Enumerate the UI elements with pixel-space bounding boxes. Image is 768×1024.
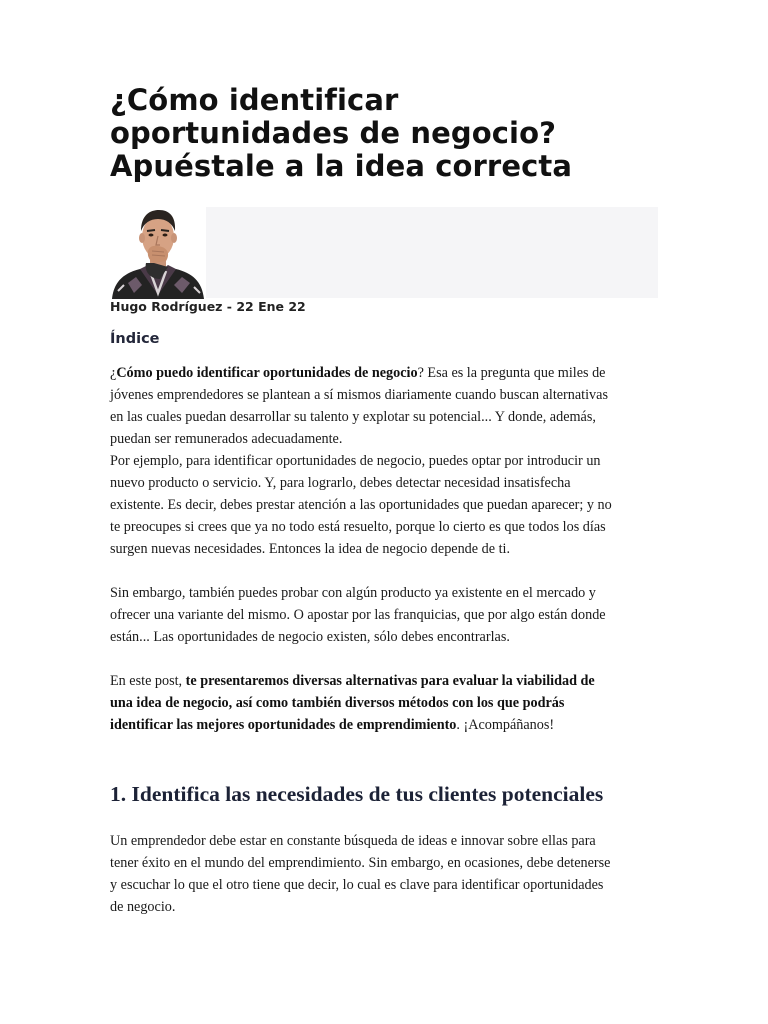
bold-text: te presentaremos diversas alternativas para evaluar la viabilidad de <box>185 673 595 689</box>
article-title <box>110 84 658 183</box>
text-run: ¿ <box>110 365 117 381</box>
text-line: de negocio. <box>110 899 176 915</box>
text-line: Un emprendedor debe estar en constante búsqueda de ideas e innovar sobre ellas para <box>110 833 596 849</box>
bold-text: identificar las mejores oportunidades de emprendimiento <box>110 717 457 733</box>
paragraph-post-summary <box>110 670 658 736</box>
paragraph-alternatives <box>110 582 658 648</box>
text-line: en las cuales puedan desarrollar su talento y explotar su potencial... Y donde, además, <box>110 409 596 425</box>
ad-placeholder <box>206 207 658 298</box>
paragraph-section-1 <box>110 830 658 918</box>
author-photo <box>110 207 206 299</box>
text-line <box>110 692 658 714</box>
text-line: están... Las oportunidades de negocio existen, sólo debes encontrarlas. <box>110 629 510 645</box>
text-run: . ¡Acompáñanos! <box>456 717 555 733</box>
author-portrait-icon <box>110 207 206 299</box>
text-line: ofrecer una variante del mismo. O apostar por las franquicias, que por algo están donde <box>110 607 606 623</box>
text-line: nuevo producto o servicio. Y, para lograrlo, debes detectar necesidad insatisfecha <box>110 475 571 491</box>
title-line: Apuéstale a la idea correcta <box>110 149 573 183</box>
title-line: oportunidades de negocio? <box>110 116 557 150</box>
article-byline: Hugo Rodríguez - 22 Ene 22 <box>110 299 306 314</box>
text-line: Por ejemplo, para identificar oportunidades de negocio, puedes optar por introducir un <box>110 453 601 469</box>
text-line: te preocupes si crees que ya no todo está resuelto, porque lo cierto es que todos los días <box>110 519 606 535</box>
section-heading: 1. Identifica las necesidades de tus clientes potenciales <box>110 782 604 806</box>
table-of-contents-label[interactable]: Índice <box>110 331 160 347</box>
text-line: surgen nuevas necesidades. Entonces la idea de negocio depende de ti. <box>110 541 510 557</box>
article <box>110 84 658 918</box>
text-line: y escuchar lo que el otro tiene que decir, lo cual es clave para identificar oportunidades <box>110 877 604 893</box>
author-media-row <box>110 207 658 299</box>
text-line: puedan ser remunerados adecuadamente. <box>110 431 343 447</box>
text-line: existente. Es decir, debes prestar atención a las oportunidades que puedan aparecer; y no <box>110 497 612 513</box>
bold-text: Cómo puedo identificar oportunidades de negocio <box>116 365 418 381</box>
text-line <box>110 714 658 736</box>
bold-text: una idea de negocio, así como también diversos métodos con los que podrás <box>110 695 565 711</box>
paragraph-intro <box>110 362 658 560</box>
text-line: jóvenes emprendedores se plantean a sí mismos diariamente cuando buscan alternativas <box>110 387 608 403</box>
text-line <box>110 362 658 384</box>
text-line: Sin embargo, también puedes probar con algún producto ya existente en el mercado y <box>110 585 596 601</box>
title-line: ¿Cómo identificar <box>110 83 399 117</box>
text-line <box>110 670 658 692</box>
text-run: ? Esa es la pregunta que miles de <box>417 365 606 381</box>
text-line: tener éxito en el mundo del emprendimiento. Sin embargo, en ocasiones, debe detenerse <box>110 855 611 871</box>
text-run: En este post, <box>110 673 186 689</box>
